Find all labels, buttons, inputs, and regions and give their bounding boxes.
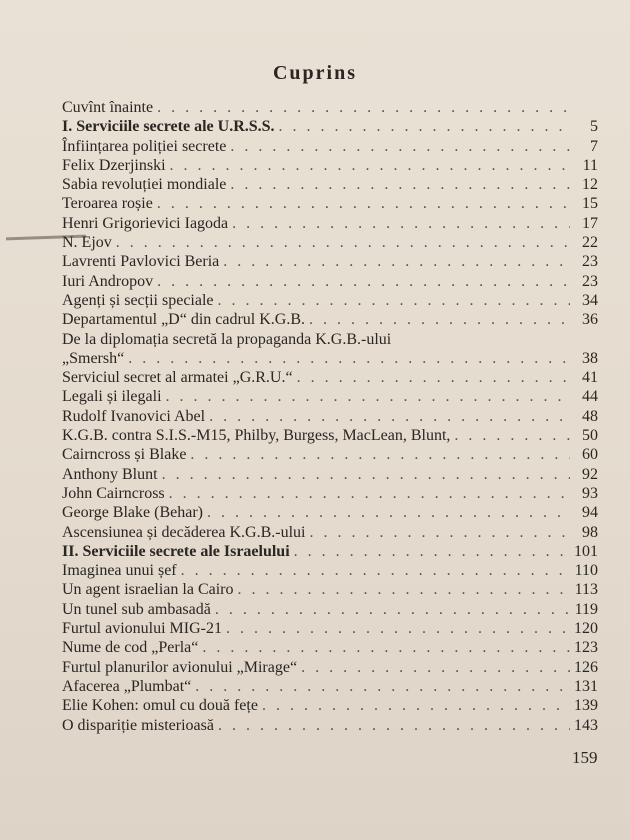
- dot-leader: [223, 252, 570, 271]
- toc-entry-page: 92: [582, 465, 598, 483]
- dot-leader: [116, 233, 570, 252]
- dot-leader: [294, 542, 570, 561]
- dot-leader: [301, 658, 570, 677]
- toc-entry-page: 126: [574, 658, 598, 676]
- toc-entry-title: Afacerea „Plumbat“: [62, 677, 192, 695]
- dot-leader: [202, 638, 570, 657]
- toc-entry-page: 11: [582, 156, 598, 174]
- toc-entry: [62, 349, 598, 368]
- toc-entry-page: 48: [582, 407, 598, 425]
- toc-entry: [62, 600, 598, 619]
- toc-entry-title: Lavrenti Pavlovici Beria: [62, 253, 220, 271]
- toc-entry-title: Cairncross și Blake: [62, 446, 187, 464]
- dot-leader: [209, 407, 570, 426]
- toc-entry-title: N. Ejov: [62, 234, 112, 252]
- page-number: 159: [572, 748, 598, 767]
- toc-entry-title: Rudolf Ivanovici Abel: [62, 407, 206, 425]
- dot-leader: [162, 465, 570, 484]
- dot-leader: [166, 387, 570, 406]
- toc-entry-title: Înființarea poliției secrete: [62, 137, 227, 155]
- dot-leader: [262, 696, 570, 715]
- toc-entry: [62, 523, 598, 542]
- toc-entry-page: 139: [574, 697, 598, 715]
- dot-leader: [232, 214, 570, 233]
- toc-entry-title: Nume de cod „Perla“: [62, 639, 199, 657]
- toc-entry: [62, 503, 598, 522]
- toc-entry: [62, 233, 598, 252]
- toc-entry: [62, 291, 598, 310]
- toc-entry-page: 120: [574, 620, 598, 638]
- toc-entry: [62, 716, 598, 735]
- dot-leader: [169, 484, 570, 503]
- toc-entry-title: Anthony Blunt: [62, 465, 158, 483]
- dot-leader: [207, 503, 570, 522]
- toc-entry-title: Un agent israelian la Cairo: [62, 581, 234, 599]
- toc-entry-title: Departamentul „D“ din cadrul K.G.B.: [62, 311, 306, 329]
- toc-entry-page: 101: [574, 542, 598, 560]
- toc-entry-title: Imaginea unui șef: [62, 562, 177, 580]
- toc-entry: [62, 619, 598, 638]
- toc-entry: [62, 484, 598, 503]
- dot-leader: [170, 156, 570, 175]
- toc-entry-title: Legali și ilegali: [62, 388, 162, 406]
- toc-entry: [62, 407, 598, 426]
- toc-entry-page: 93: [582, 484, 598, 502]
- toc-entry-page: 23: [582, 272, 598, 290]
- toc-entry-page: 131: [574, 677, 598, 695]
- toc-entry: [62, 696, 598, 715]
- toc-entry-title: John Cairncross: [62, 484, 165, 502]
- toc-entry-title: Teroarea roșie: [62, 195, 153, 213]
- toc-entry-page: 123: [574, 639, 598, 657]
- dot-leader: [309, 310, 570, 329]
- toc-entry-page: 38: [582, 349, 598, 367]
- toc-entry-page: 113: [574, 581, 598, 599]
- toc-entry: [62, 542, 598, 561]
- dot-leader: [215, 600, 570, 619]
- dot-leader: [279, 117, 570, 136]
- toc-entry-page: 60: [582, 446, 598, 464]
- toc-entry-title: „Smersh“: [62, 349, 125, 367]
- dot-leader: [195, 677, 570, 696]
- toc-entry: [62, 426, 598, 445]
- page-title: Cuprins: [272, 62, 358, 84]
- toc-entry: [62, 272, 598, 291]
- toc-entry-title: I. Serviciile secrete ale U.R.S.S.: [62, 118, 275, 136]
- toc-entry-title: Elie Kohen: omul cu două fețe: [62, 697, 258, 715]
- dot-leader: [157, 98, 570, 117]
- toc-entry-title: Serviciul secret al armatei „G.R.U.“: [62, 369, 293, 387]
- dot-leader: [181, 561, 570, 580]
- toc-entry: [62, 330, 598, 349]
- toc-entry: [62, 310, 598, 329]
- toc-entry-page: 143: [574, 716, 598, 734]
- toc-entry: [62, 561, 598, 580]
- toc-entry-title: Un tunel sub ambasadă: [62, 600, 211, 618]
- toc-entry: [62, 368, 598, 387]
- toc-entry: [62, 658, 598, 677]
- dot-leader: [297, 368, 570, 387]
- toc-entry: [62, 638, 598, 657]
- toc-entry-page: 17: [582, 214, 598, 232]
- toc-entry: [62, 252, 598, 271]
- toc-entry-title: Ascensiunea și decăderea K.G.B.-ului: [62, 523, 306, 541]
- dot-leader: [218, 291, 570, 310]
- toc-entry: [62, 580, 598, 599]
- toc-entry-page: 23: [582, 253, 598, 271]
- dot-leader: [157, 194, 570, 213]
- toc-entry: [62, 137, 598, 156]
- toc-entry-page: 7: [590, 137, 598, 155]
- toc-entry-title: De la diplomația secretă la propaganda K.G.B.-ului: [62, 330, 392, 348]
- toc-entry-page: 5: [590, 118, 598, 136]
- table-of-contents: [62, 98, 598, 735]
- toc-entry-title: O dispariție misterioasă: [62, 716, 214, 734]
- dot-leader: [190, 445, 570, 464]
- toc-entry: [62, 175, 598, 194]
- toc-entry-title: K.G.B. contra S.I.S.-M15, Philby, Burgess, MacLean, Blunt,: [62, 427, 451, 445]
- toc-entry-title: Furtul planurilor avionului „Mirage“: [62, 658, 298, 676]
- toc-entry: [62, 677, 598, 696]
- toc-entry-page: 119: [574, 600, 598, 618]
- toc-entry-page: 15: [582, 195, 598, 213]
- toc-entry: [62, 194, 598, 213]
- toc-entry-page: 34: [582, 291, 598, 309]
- dot-leader: [230, 137, 570, 156]
- toc-entry: [62, 387, 598, 406]
- toc-entry-title: Felix Dzerjinski: [62, 156, 166, 174]
- toc-entry-title: Cuvînt înainte: [62, 99, 154, 116]
- toc-entry-title: George Blake (Behar): [62, 504, 203, 522]
- dot-leader: [157, 272, 570, 291]
- toc-entry-page: 110: [574, 562, 598, 580]
- dot-leader: [454, 426, 570, 445]
- toc-entry-page: 50: [582, 427, 598, 445]
- toc-entry-title: Furtul avionului MIG-21: [62, 620, 222, 638]
- toc-entry: [62, 445, 598, 464]
- toc-entry: [62, 117, 598, 136]
- toc-entry: [62, 214, 598, 233]
- dot-leader: [230, 175, 570, 194]
- toc-entry-page: 44: [582, 388, 598, 406]
- toc-entry: [62, 465, 598, 484]
- toc-entry-title: II. Serviciile secrete ale Israelului: [62, 542, 290, 560]
- toc-entry-page: 12: [582, 176, 598, 194]
- toc-entry-page: 41: [582, 369, 598, 387]
- dot-leader: [128, 349, 570, 368]
- dot-leader: [309, 523, 570, 542]
- toc-entry-title: Henri Grigorievici Iagoda: [62, 214, 229, 232]
- toc-entry-title: Iuri Andropov: [62, 272, 154, 290]
- toc-entry: [62, 98, 598, 117]
- toc-entry-page: 22: [582, 234, 598, 252]
- toc-entry-page: 94: [582, 504, 598, 522]
- toc-entry-title: Sabia revoluției mondiale: [62, 176, 227, 194]
- dot-leader: [226, 619, 570, 638]
- dot-leader: [238, 580, 571, 599]
- toc-entry: [62, 156, 598, 175]
- dot-leader: [218, 716, 570, 735]
- toc-entry-title: Agenți și secții speciale: [62, 291, 214, 309]
- toc-entry-page: 36: [582, 311, 598, 329]
- toc-entry-page: 98: [582, 523, 598, 541]
